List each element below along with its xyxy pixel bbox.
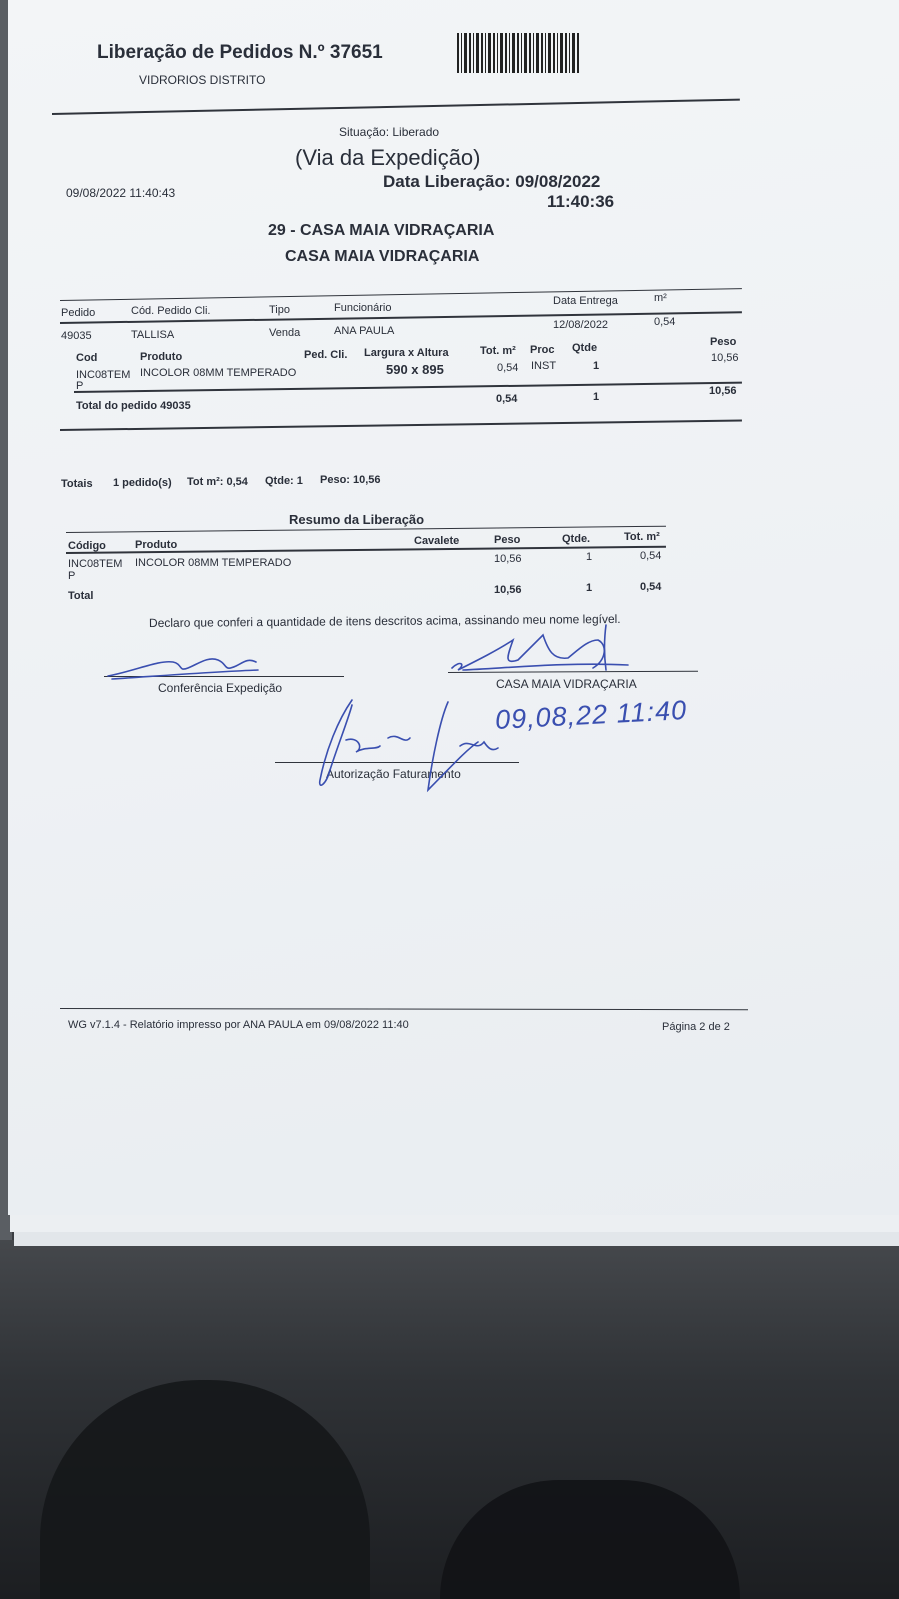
item-header-ped-cli: Ped. Cli. xyxy=(304,349,348,361)
summary-header-codigo: Código xyxy=(68,540,106,552)
via-label: (Via da Expedição) xyxy=(295,145,481,170)
summary-header-peso: Peso xyxy=(494,534,521,546)
summary-codigo-cont: P xyxy=(68,570,76,582)
signature-label-expedicao: Conferência Expedição xyxy=(158,681,283,695)
summary-produto: INCOLOR 08MM TEMPERADO xyxy=(135,557,292,569)
release-date: Data Liberação: 09/08/2022 xyxy=(383,172,601,191)
col-header-pedido: Pedido xyxy=(61,307,96,319)
summary-header-tot-m2: Tot. m² xyxy=(624,531,660,543)
order-funcionario: ANA PAULA xyxy=(334,325,395,337)
summary-title: Resumo da Liberação xyxy=(289,512,425,527)
col-header-data-entrega: Data Entrega xyxy=(553,295,618,307)
signature-label-cliente: CASA MAIA VIDRAÇARIA xyxy=(496,677,637,691)
summary-codigo: INC08TEM xyxy=(68,558,123,570)
item-header-peso: Peso xyxy=(710,336,737,348)
col-header-m2: m² xyxy=(654,292,667,304)
col-header-cod-cli: Cód. Pedido Cli. xyxy=(131,305,211,317)
item-cod: INC08TEM xyxy=(76,369,131,381)
summary-peso: 10,56 xyxy=(494,553,522,565)
item-qtde: 1 xyxy=(593,360,600,372)
item-proc: INST xyxy=(531,360,557,372)
item-header-qtde: Qtde xyxy=(572,342,598,354)
item-header-produto: Produto xyxy=(140,351,183,363)
item-header-proc: Proc xyxy=(530,344,555,356)
item-header-tot-m2: Tot. m² xyxy=(480,345,516,357)
order-total-m2: 0,54 xyxy=(496,393,518,405)
print-datetime: 09/08/2022 11:40:43 xyxy=(66,186,176,200)
totals-qtde: Qtde: 1 xyxy=(265,475,303,487)
order-total-qtde: 1 xyxy=(593,391,600,403)
handwritten-date: 09,08,22 11:40 xyxy=(494,694,688,736)
order-tipo: Venda xyxy=(269,327,301,339)
item-produto: INCOLOR 08MM TEMPERADO xyxy=(140,367,297,379)
summary-tot-m2: 0,54 xyxy=(640,550,662,562)
item-peso: 10,56 xyxy=(711,352,739,364)
col-header-tipo: Tipo xyxy=(269,304,290,316)
order-total-label: Total do pedido 49035 xyxy=(76,400,191,412)
signature-label-faturamento: Autorização Faturamento xyxy=(326,767,461,781)
summary-total-peso: 10,56 xyxy=(494,584,522,596)
summary-header-produto: Produto xyxy=(135,539,178,551)
order-total-peso: 10,56 xyxy=(709,385,737,397)
client-code-name: 29 - CASA MAIA VIDRAÇARIA xyxy=(268,222,495,239)
footer-left: WG v7.1.4 - Relatório impresso por ANA PAULA em 09/08/2022 11:40 xyxy=(68,1019,409,1031)
status-label: Situação: Liberado xyxy=(339,125,440,139)
item-header-cod: Cod xyxy=(76,352,98,364)
summary-header-qtde: Qtde. xyxy=(562,533,591,545)
summary-total-label: Total xyxy=(68,590,94,602)
item-tot-m2: 0,54 xyxy=(497,362,519,374)
order-data-entrega: 12/08/2022 xyxy=(553,319,609,331)
col-header-funcionario: Funcionário xyxy=(334,302,392,314)
totals-label: Totais xyxy=(61,478,93,490)
totals-peso: Peso: 10,56 xyxy=(320,474,381,486)
order-pedido: 49035 xyxy=(61,330,92,342)
footer-line xyxy=(60,1008,748,1010)
signature-strokes xyxy=(8,0,899,820)
release-time: 11:40:36 xyxy=(547,192,615,211)
summary-total-qtde: 1 xyxy=(586,582,593,594)
summary-qtde: 1 xyxy=(586,551,593,563)
company-name: VIDRORIOS DISTRITO xyxy=(139,73,266,87)
client-name: CASA MAIA VIDRAÇARIA xyxy=(285,248,480,265)
totals-pedidos: 1 pedido(s) xyxy=(113,477,172,489)
item-cod-cont: P xyxy=(76,380,84,392)
document-title: Liberação de Pedidos N.º 37651 xyxy=(97,42,383,63)
item-header-largura-altura: Largura x Altura xyxy=(364,347,449,359)
summary-total-tot-m2: 0,54 xyxy=(640,581,662,593)
footer-right: Página 2 de 2 xyxy=(662,1021,730,1033)
order-m2: 0,54 xyxy=(654,316,676,328)
document-page xyxy=(8,0,899,1215)
summary-header-cavalete: Cavalete xyxy=(414,535,460,547)
declaration-text: Declaro que conferi a quantidade de itens descritos acima, assinando meu nome legível. xyxy=(148,611,621,631)
order-cod-cli: TALLISA xyxy=(131,329,175,341)
item-dims: 590 x 895 xyxy=(386,362,444,377)
totals-m2: Tot m²: 0,54 xyxy=(187,476,248,488)
